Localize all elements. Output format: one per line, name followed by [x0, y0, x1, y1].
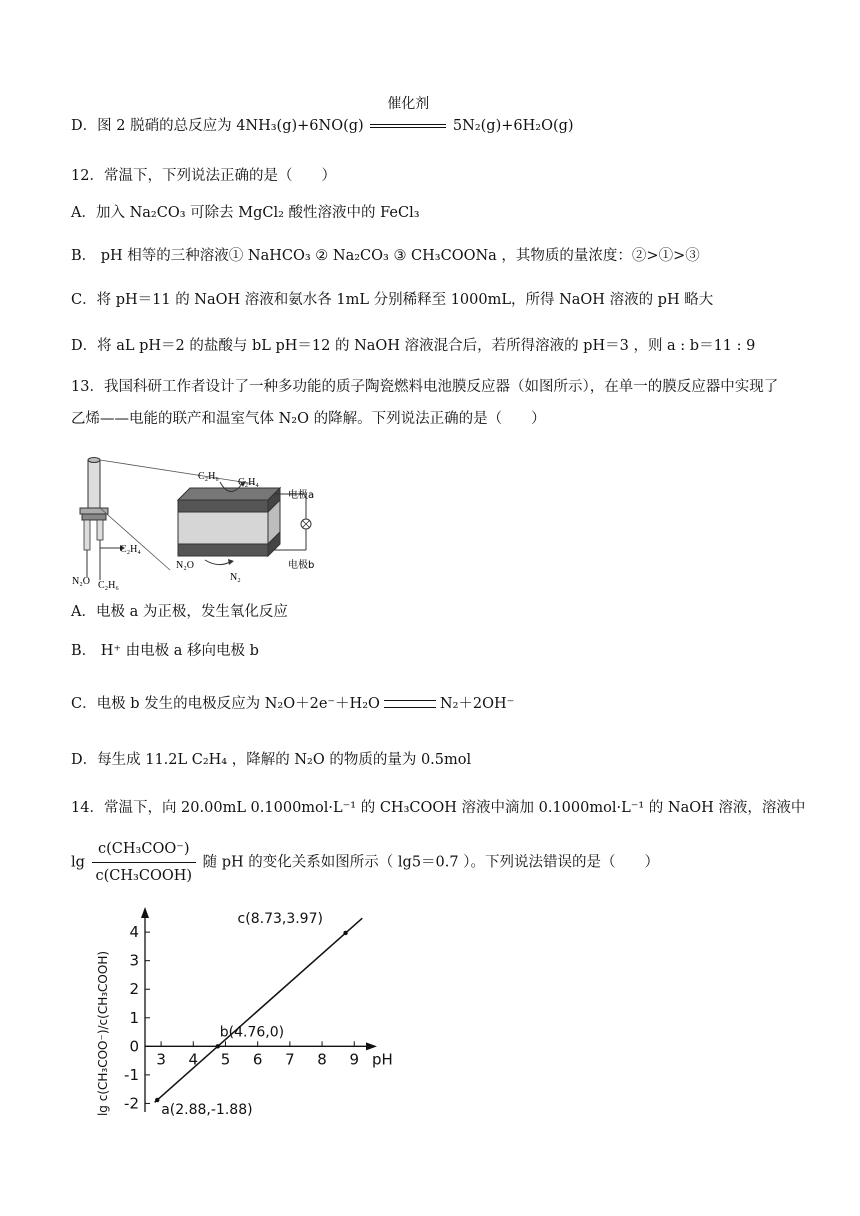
y-tick-label: 3 — [129, 951, 139, 970]
label-c2h4-top: C₂H₄ — [238, 477, 259, 488]
y-tick-label: 1 — [129, 1008, 139, 1027]
label-electrode-b: 电极b — [288, 560, 315, 571]
x-tick-label: 8 — [317, 1050, 327, 1069]
series-line — [155, 918, 363, 1102]
y-tick-label: 2 — [129, 980, 139, 999]
catalyst-equals-sign — [368, 96, 448, 136]
label-n2o-left: N₂O — [72, 576, 90, 587]
y-axis-label: lg c(CH₃COO⁻)/c(CH₃COOH) — [96, 950, 110, 1117]
fraction-denominator: c(CH₃COOH) — [95, 868, 193, 884]
x-tick-label: 3 — [156, 1050, 166, 1069]
q13-option-d: D．每生成 11.2L C₂H₄ ，降解的 N₂O 的物质的量为 0.5mol — [71, 752, 472, 768]
data-point — [216, 1044, 220, 1048]
y-tick-label: 0 — [129, 1037, 139, 1056]
y-tick-label: -1 — [124, 1065, 139, 1084]
q12-option-d: D．将 aL pH＝2 的盐酸与 bL pH＝12 的 NaOH 溶液混合后，若所得溶液的 pH＝3 ，则 a : b＝11 : 9 — [71, 338, 756, 354]
q11-option-d — [71, 96, 574, 136]
q13-option-a: A．电极 a 为正极，发生氧化反应 — [71, 604, 288, 620]
y-tick-label: -2 — [124, 1094, 139, 1113]
x-tick-label: 6 — [252, 1050, 263, 1069]
q12-option-a: A．加入 Na₂CO₃ 可除去 MgCl₂ 酸性溶液中的 FeCl₃ — [71, 205, 420, 221]
q14-expression — [71, 838, 659, 887]
q11-d-reactants: 4NH₃(g)+6NO(g) — [236, 118, 364, 134]
equals-sign — [384, 700, 436, 708]
q13-stem: 13．我国科研工作者设计了一种多功能的质子陶瓷燃料电池膜反应器（如图所示），在单一的膜反应器中实现了乙烯——电能的联产和温室气体 N₂O 的降解。下列说法正确的是（ ） — [71, 379, 779, 427]
data-point — [343, 931, 347, 935]
q14-stem-cont: 随 pH 的变化关系如图所示（ lg5＝0.7 ）。下列说法错误的是（ ） — [202, 854, 659, 871]
q11-d-prefix: D．图 2 脱硝的总反应为 — [71, 118, 232, 134]
label-c2h4-left: C₂H₄ — [120, 544, 141, 555]
x-tick-label: 9 — [349, 1050, 360, 1069]
data-point-label: c(8.73,3.97) — [237, 910, 323, 927]
ratio-fraction — [92, 838, 197, 887]
q12-stem: 12．常温下，下列说法正确的是（ ） — [71, 168, 336, 184]
q13-option-b: B． H⁺ 由电极 a 移向电极 b — [71, 643, 259, 659]
lg-prefix: lg — [71, 854, 85, 871]
data-point-label: a(2.88,-1.88) — [161, 1102, 253, 1119]
q13-c-suffix: N₂＋2OH⁻ — [439, 696, 515, 712]
q12-option-b: B． pH 相等的三种溶液① NaHCO₃ ② Na₂CO₃ ③ CH₃COONa ，其物质的量浓度：②>①>③ — [71, 248, 700, 264]
y-tick-label: 4 — [129, 923, 139, 942]
q11-d-products: 5N₂(g)+6H₂O(g) — [452, 118, 574, 134]
x-axis-label: pH — [372, 1050, 393, 1069]
label-electrode-a: 电极a — [288, 490, 315, 501]
label-c2h6-top: C₂H₆ — [198, 471, 219, 482]
label-c2h6-left: C₂H₆ — [98, 580, 119, 591]
q14-stem: 14．常温下，向 20.00mL 0.1000mol·L⁻¹ 的 CH₃COOH 溶液中滴加 0.1000mol·L⁻¹ 的 NaOH 溶液，溶液中 — [71, 800, 806, 816]
x-tick-label: 5 — [220, 1050, 231, 1069]
y-axis-arrow — [141, 907, 149, 918]
label-n2o-right: N₂O — [176, 560, 194, 571]
membrane-reactor-figure — [70, 452, 350, 592]
data-point — [155, 1098, 159, 1102]
ph-log-ratio-chart — [80, 900, 400, 1120]
x-tick-label: 4 — [188, 1050, 199, 1069]
fraction-numerator: c(CH₃COO⁻) — [92, 838, 197, 863]
x-axis-arrow — [366, 1042, 377, 1050]
x-tick-label: 7 — [285, 1050, 295, 1069]
q13-option-c — [71, 694, 514, 714]
data-point-label: b(4.76,0) — [219, 1024, 285, 1041]
q12-option-c: C．将 pH＝11 的 NaOH 溶液和氨水各 1mL 分别稀释至 1000mL，所得 NaOH 溶液的 pH 略大 — [71, 292, 714, 308]
q13-c-prefix: C．电极 b 发生的电极反应为 N₂O＋2e⁻＋H₂O — [71, 696, 380, 712]
label-n2-right: N₂ — [230, 572, 241, 583]
catalyst-label: 催化剂 — [387, 96, 430, 112]
